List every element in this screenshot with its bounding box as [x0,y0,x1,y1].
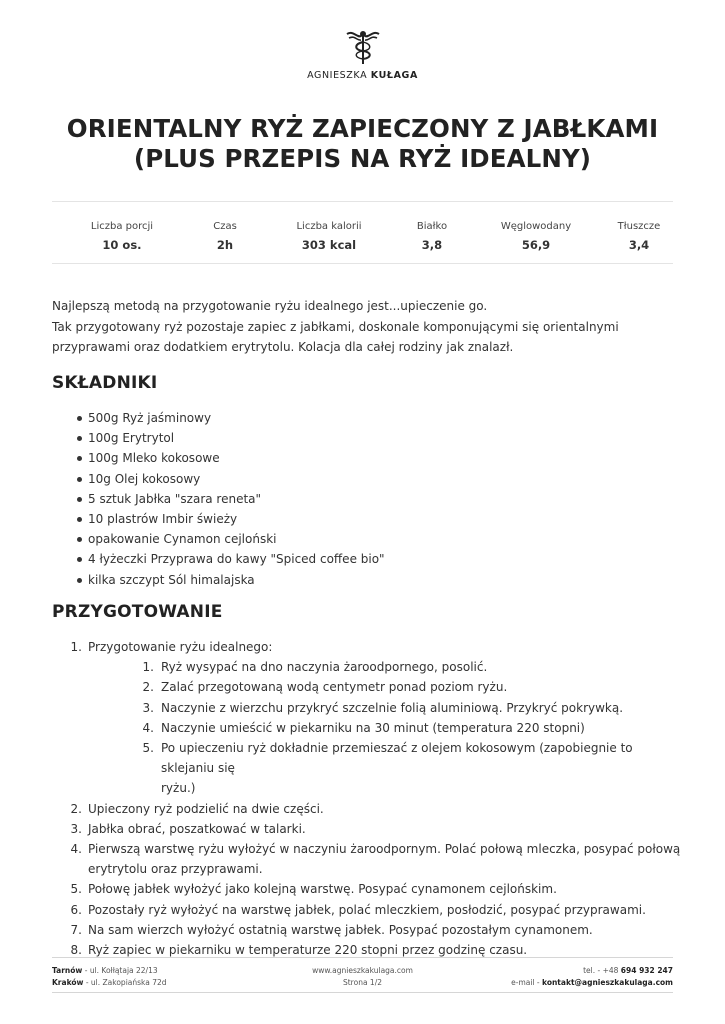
ingredients-list [52,408,385,590]
step-item [52,920,682,940]
footer-phone-link[interactable]: 694 932 247 [620,966,673,975]
caduceus-logo-icon [343,28,383,66]
step-text: Jabłka obrać, poszatkować w talarki. [88,821,306,836]
stat-protein [417,221,447,252]
step-number: 3. [142,700,154,715]
stat-value: 3,4 [628,238,650,252]
sub-step-item [88,677,682,697]
footer-center [312,965,413,988]
step-text: Naczynie z wierzchu przykryć szczelnie folią aluminiową. Przykryć pokrywką. [161,700,624,715]
stat-label: Tłuszcze [617,221,661,232]
ingredient-item: 100g Mleko kokosowe [52,448,385,468]
stat-value: 2h [216,238,234,252]
ingredient-item: 500g Ryż jaśminowy [52,408,385,428]
stat-value: 3,8 [421,238,443,252]
recipe-title [0,114,725,174]
intro-line: przyprawami oraz dodatkiem erytrytolu. Kolacja dla całej rodziny jak znalazł. [52,340,514,354]
step-item [52,839,682,879]
stat-label: Węglowodany [500,221,572,232]
step-text-continued: ryżu.) [161,781,196,796]
intro-line: Tak przygotowany ryż pozostaje zapiec z jabłkami, doskonale komponującymi się orientalnymi [52,319,619,334]
sub-step-item [88,657,682,677]
stat-fat [618,221,661,252]
preparation-steps [52,637,682,960]
step-number: 4. [142,720,154,735]
step-text: Pozostały ryż wyłożyć na warstwę jabłek, polać mleczkiem, posłodzić, posypać przyprawami. [88,902,646,917]
ingredient-item: 10g Olej kokosowy [52,469,385,489]
footer-website-link[interactable]: www.agnieszkakulaga.com [312,966,413,975]
step-item [52,900,682,920]
step-number: 7. [70,922,82,937]
step-item [52,637,682,799]
footer-city: Kraków [52,977,84,987]
step-number: 3. [70,821,82,836]
stat-label: Czas [213,221,237,232]
stat-value: 303 kcal [301,238,357,252]
footer-addresses [52,965,167,988]
stat-servings [91,221,153,252]
footer-contact [511,965,673,988]
step-number: 2. [142,680,154,695]
step-text: Upieczony ryż podzielić na dwie części. [88,801,324,816]
nutrition-stats [52,201,673,264]
stat-time [213,221,237,252]
step-number: 6. [70,902,82,917]
stat-calories [296,221,361,252]
footer-email-label: e-mail - [511,977,543,987]
sub-step-item [88,698,682,718]
title-line-1: ORIENTALNY RYŻ ZAPIECZONY Z JABŁKAMI [66,114,659,143]
page-number: Strona 1/2 [342,977,382,987]
ingredient-item: 5 sztuk Jabłka "szara reneta" [52,489,385,509]
footer-city: Tarnów [52,966,83,975]
preparation-heading: PRZYGOTOWANIE [52,602,223,622]
step-number: 2. [70,801,82,816]
ingredient-item: opakowanie Cynamon cejloński [52,529,385,549]
step-number: 4. [70,842,82,857]
title-line-2: (PLUS PRZEPIS NA RYŻ IDEALNY) [133,144,592,173]
ingredient-item: 10 plastrów Imbir świeży [52,509,385,529]
sub-step-item [88,738,682,799]
footer-email-link[interactable]: kontakt@agnieszkakulaga.com [542,977,673,987]
brand-first: AGNIESZKA [307,70,371,81]
step-number: 5. [70,882,82,897]
step-number: 1. [142,660,154,675]
step-number: 1. [70,640,82,654]
footer-address: - ul. Kołłątaja 22/13 [82,966,158,975]
step-text: Po upieczeniu ryż dokładnie przemieszać z olejem kokosowym (zapobiegnie to sklejaniu się [161,741,633,776]
step-text: Połowę jabłek wyłożyć jako kolejną warstwę. Posypać cynamonem cejlońskim. [88,882,557,897]
sub-step-item [88,718,682,738]
step-text: Zalać przegotowaną wodą centymetr ponad poziom ryżu. [161,680,508,695]
intro-line: Najlepszą metodą na przygotowanie ryżu idealnego jest...upieczenie go. [52,299,488,313]
step-text: Naczynie umieścić w piekarniku na 30 minut (temperatura 220 stopni) [161,720,585,735]
stat-value: 10 os. [102,238,142,252]
step-item [52,799,682,819]
recipe-intro [52,296,682,358]
step-number: 5. [142,741,154,756]
brand-name [0,70,725,81]
brand-logo [0,28,725,81]
stat-carbs [501,221,571,252]
page-footer [52,957,673,993]
footer-tel-label: tel. - +48 [583,966,621,975]
stat-label: Liczba kalorii [296,221,362,232]
step-text: Przygotowanie ryżu idealnego: [88,640,273,654]
step-text: Na sam wierzch wyłożyć ostatnią warstwę jabłek. Posypać pozostałym cynamonem. [88,922,593,937]
step-text: Pierwszą warstwę ryżu wyłożyć w naczyniu żaroodpornym. Polać połową mleczka, posypać połową [88,842,681,857]
brand-last: KUŁAGA [370,70,418,81]
ingredient-item: 4 łyżeczki Przyprawa do kawy "Spiced coffee bio" [52,549,385,569]
footer-address: - ul. Zakopiańska 72d [83,977,167,987]
step-text-continued: erytrytolu oraz przyprawami. [88,862,263,877]
step-item [52,879,682,899]
ingredient-item: kilka szczypt Sól himalajska [52,570,385,590]
step-number: 8. [70,943,82,958]
stat-label: Liczba porcji [90,221,154,232]
stat-value: 56,9 [521,238,551,252]
step-item [52,819,682,839]
sub-steps [88,657,682,798]
ingredient-item: 100g Erytrytol [52,428,385,448]
ingredients-heading: SKŁADNIKI [52,373,158,393]
step-text: Ryż wysypać na dno naczynia żaroodpornego, posolić. [161,660,488,675]
step-text: Ryż zapiec w piekarniku w temperaturze 220 stopni przez godzinę czasu. [88,943,528,958]
stat-label: Białko [416,221,448,232]
